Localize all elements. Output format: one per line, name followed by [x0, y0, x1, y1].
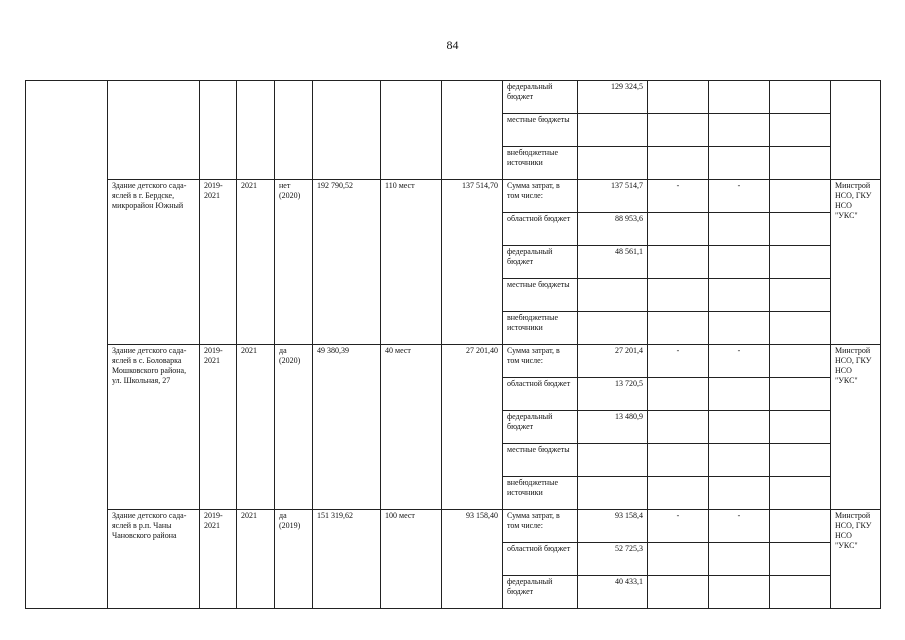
responsible-cell — [831, 81, 881, 180]
plan-cell-3 — [770, 378, 831, 411]
plan-cell-3 — [770, 411, 831, 444]
plan-cell-1 — [648, 279, 709, 312]
page-number: 84 — [446, 38, 459, 52]
plan-cell-3 — [770, 114, 831, 147]
amount-cell — [578, 114, 648, 147]
total-cell: 137 514,70 — [442, 180, 503, 345]
amount-cell — [578, 477, 648, 510]
table-row — [26, 345, 881, 378]
expertise-cell: да (2019) — [275, 510, 313, 609]
plan-cell-2 — [709, 477, 770, 510]
plan-cell-1 — [648, 246, 709, 279]
source-cell: федеральный бюджет — [503, 81, 578, 114]
amount-cell — [578, 279, 648, 312]
plan-cell-1 — [648, 411, 709, 444]
plan-cell-1 — [648, 114, 709, 147]
plan-cell-2 — [709, 444, 770, 477]
source-cell: Сумма затрат, в том числе: — [503, 180, 578, 213]
plan-cell-1 — [648, 147, 709, 180]
amount-cell: 93 158,4 — [578, 510, 648, 543]
amount-cell: 27 201,4 — [578, 345, 648, 378]
budget-table — [25, 80, 881, 609]
plan-cell-2 — [709, 147, 770, 180]
plan-cell-3 — [770, 279, 831, 312]
plan-cell-3 — [770, 510, 831, 543]
project-name-cell: Здание детского сада-яслей в г. Бердске, микрорайон Южный — [108, 180, 200, 345]
source-cell: федеральный бюджет — [503, 576, 578, 609]
plan-cell-2 — [709, 81, 770, 114]
plan-cell-2: - — [709, 180, 770, 213]
plan-cell-3 — [770, 444, 831, 477]
table-body — [26, 81, 881, 609]
amount-cell: 40 433,1 — [578, 576, 648, 609]
project-name-cell: Здание детского сада-яслей в с. Боловарка Мошковского района, ул. Школьная, 27 — [108, 345, 200, 510]
plan-cell-3 — [770, 81, 831, 114]
total-cell: 27 201,40 — [442, 345, 503, 510]
amount-cell: 129 324,5 — [578, 81, 648, 114]
amount-cell: 88 953,6 — [578, 213, 648, 246]
plan-cell-3 — [770, 312, 831, 345]
responsible-cell: Минстрой НСО, ГКУ НСО "УКС" — [831, 510, 881, 609]
plan-cell-2 — [709, 279, 770, 312]
amount-cell: 48 561,1 — [578, 246, 648, 279]
source-cell: местные бюджеты — [503, 114, 578, 147]
continuation-blank-cell — [237, 81, 275, 180]
plan-cell-1 — [648, 378, 709, 411]
period-cell: 2019-2021 — [200, 345, 237, 510]
continuation-blank-cell — [108, 81, 200, 180]
project-name-cell: Здание детского сада-яслей в р.п. Чаны Чановского района — [108, 510, 200, 609]
year-cell: 2021 — [237, 345, 275, 510]
cost-cell: 49 380,39 — [313, 345, 381, 510]
plan-cell-3 — [770, 477, 831, 510]
period-cell: 2019-2021 — [200, 180, 237, 345]
table-row — [26, 81, 881, 114]
plan-cell-1 — [648, 477, 709, 510]
year-cell: 2021 — [237, 180, 275, 345]
plan-cell-1 — [648, 213, 709, 246]
expertise-cell: нет (2020) — [275, 180, 313, 345]
source-cell: федеральный бюджет — [503, 411, 578, 444]
plan-cell-2 — [709, 312, 770, 345]
plan-cell-3 — [770, 345, 831, 378]
source-cell: внебюджетные источники — [503, 312, 578, 345]
plan-cell-3 — [770, 543, 831, 576]
year-cell: 2021 — [237, 510, 275, 609]
amount-cell: 137 514,7 — [578, 180, 648, 213]
plan-cell-1 — [648, 543, 709, 576]
cost-cell: 151 319,62 — [313, 510, 381, 609]
responsible-cell: Минстрой НСО, ГКУ НСО "УКС" — [831, 180, 881, 345]
plan-cell-3 — [770, 576, 831, 609]
plan-cell-1 — [648, 81, 709, 114]
source-cell: областной бюджет — [503, 213, 578, 246]
plan-cell-3 — [770, 147, 831, 180]
responsible-cell: Минстрой НСО, ГКУ НСО "УКС" — [831, 345, 881, 510]
plan-cell-1 — [648, 312, 709, 345]
source-cell: внебюджетные источники — [503, 147, 578, 180]
continuation-blank-cell — [442, 81, 503, 180]
plan-cell-1 — [648, 576, 709, 609]
plan-cell-2 — [709, 378, 770, 411]
continuation-blank-cell — [313, 81, 381, 180]
table-row — [26, 180, 881, 213]
plan-cell-2 — [709, 411, 770, 444]
cost-cell: 192 790,52 — [313, 180, 381, 345]
amount-cell: 52 725,3 — [578, 543, 648, 576]
continuation-blank-cell — [275, 81, 313, 180]
source-cell: внебюджетные источники — [503, 477, 578, 510]
continuation-blank-cell — [381, 81, 442, 180]
capacity-cell: 110 мест — [381, 180, 442, 345]
plan-cell-2 — [709, 213, 770, 246]
plan-cell-2: - — [709, 510, 770, 543]
plan-cell-2 — [709, 246, 770, 279]
amount-cell: 13 720,5 — [578, 378, 648, 411]
plan-cell-3 — [770, 213, 831, 246]
capacity-cell: 40 мест — [381, 345, 442, 510]
plan-cell-1 — [648, 444, 709, 477]
plan-cell-3 — [770, 180, 831, 213]
plan-cell-2 — [709, 576, 770, 609]
total-cell: 93 158,40 — [442, 510, 503, 609]
source-cell: Сумма затрат, в том числе: — [503, 345, 578, 378]
table-row — [26, 510, 881, 543]
amount-cell — [578, 312, 648, 345]
continuation-blank-cell — [200, 81, 237, 180]
plan-cell-2: - — [709, 345, 770, 378]
source-cell: местные бюджеты — [503, 279, 578, 312]
capacity-cell: 100 мест — [381, 510, 442, 609]
left-margin-cell — [26, 81, 108, 609]
plan-cell-1: - — [648, 345, 709, 378]
plan-cell-2 — [709, 114, 770, 147]
source-cell: областной бюджет — [503, 378, 578, 411]
source-cell: федеральный бюджет — [503, 246, 578, 279]
plan-cell-2 — [709, 543, 770, 576]
source-cell: областной бюджет — [503, 543, 578, 576]
amount-cell — [578, 147, 648, 180]
amount-cell: 13 480,9 — [578, 411, 648, 444]
plan-cell-3 — [770, 246, 831, 279]
source-cell: местные бюджеты — [503, 444, 578, 477]
source-cell: Сумма затрат, в том числе: — [503, 510, 578, 543]
period-cell: 2019-2021 — [200, 510, 237, 609]
plan-cell-1: - — [648, 180, 709, 213]
expertise-cell: да (2020) — [275, 345, 313, 510]
plan-cell-1: - — [648, 510, 709, 543]
amount-cell — [578, 444, 648, 477]
